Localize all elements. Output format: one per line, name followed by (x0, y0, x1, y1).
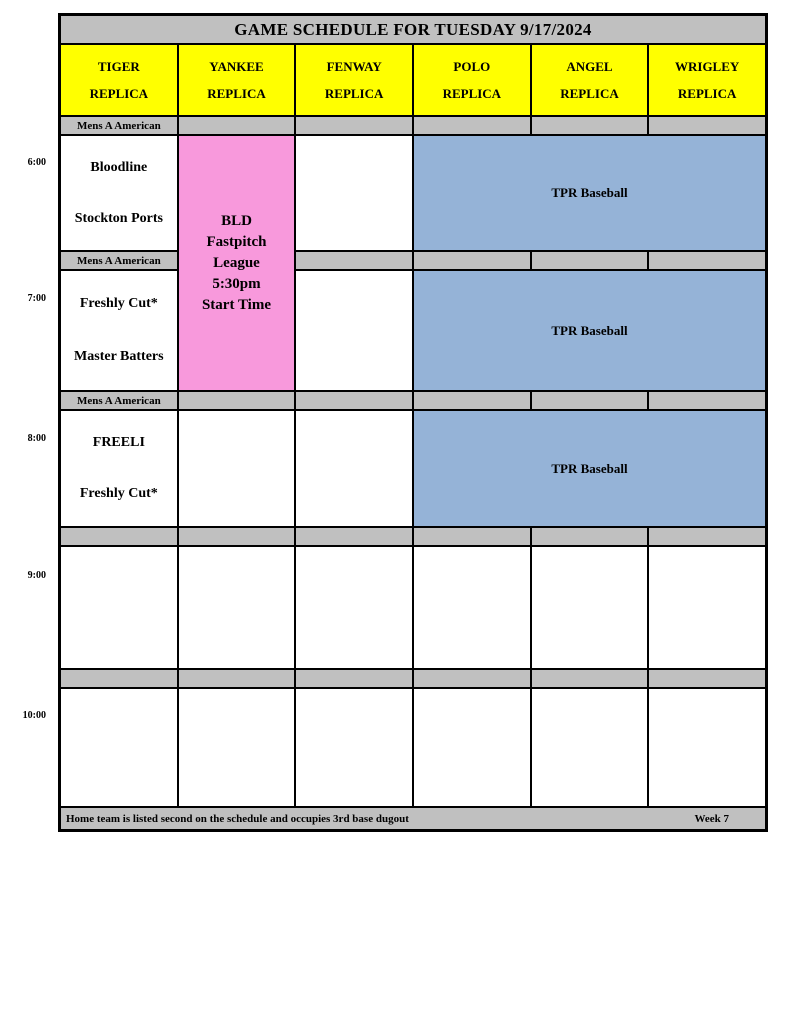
field-name: ANGEL (566, 58, 613, 74)
field-type: REPLICA (207, 85, 266, 101)
cell-fenway-600 (296, 136, 412, 250)
division-band-polo-700 (414, 252, 530, 269)
field-type: REPLICA (560, 85, 619, 101)
separator-band-fenway-1000 (296, 670, 412, 687)
cell-tiger-800 (61, 411, 177, 526)
cell-wrigley-1000 (649, 689, 765, 806)
time-label-800: 8:00 (27, 433, 46, 444)
division-band-angel-800 (532, 392, 648, 409)
cell-fenway-900 (296, 547, 412, 668)
field-name: POLO (453, 58, 491, 74)
time-label-700: 7:00 (27, 293, 46, 304)
separator-band-tiger-1000 (61, 670, 177, 687)
cell-yankee-bld-fastpitch-event (179, 136, 295, 390)
cell-angel-900 (532, 547, 648, 668)
away-team: Freshly Cut* (79, 295, 158, 311)
footer-week: Week 7 (694, 812, 729, 825)
cell-tiger-700 (61, 271, 177, 390)
home-team: Freshly Cut* (79, 486, 158, 502)
cell-tiger-900 (61, 547, 177, 668)
separator-band-angel-1000 (532, 670, 648, 687)
time-label-900: 9:00 (27, 570, 46, 581)
cell-yankee-1000 (179, 689, 295, 806)
cell-yankee-900 (179, 547, 295, 668)
field-type: REPLICA (324, 85, 384, 101)
schedule-title: GAME SCHEDULE FOR TUESDAY 9/17/2024 (61, 16, 765, 43)
away-team: FREELI (92, 434, 145, 450)
cell-wrigley-900 (649, 547, 765, 668)
division-band-tiger-600: Mens A American (61, 117, 177, 134)
cell-polo-1000 (414, 689, 530, 806)
cell-tpr-baseball-700: TPR Baseball (414, 271, 765, 390)
time-label-600: 6:00 (27, 157, 46, 168)
field-name: YANKEE (209, 58, 264, 74)
division-band-fenway-800 (296, 392, 412, 409)
cell-fenway-800 (296, 411, 412, 526)
home-team: Stockton Ports (74, 210, 163, 226)
field-type: REPLICA (89, 85, 149, 101)
separator-band-wrigley-900 (649, 528, 765, 545)
cell-polo-900 (414, 547, 530, 668)
cell-fenway-1000 (296, 689, 412, 806)
footer-band (61, 808, 765, 829)
field-type: REPLICA (677, 85, 737, 101)
event-line: BLD (221, 212, 252, 229)
division-band-wrigley-800 (649, 392, 765, 409)
footer-note: Home team is listed second on the schedule and occupies 3rd base dugout (66, 812, 409, 825)
event-line: Start Time (201, 296, 271, 313)
division-band-angel-700 (532, 252, 648, 269)
field-header-fenway (296, 45, 412, 115)
separator-band-fenway-900 (296, 528, 412, 545)
separator-band-tiger-900 (61, 528, 177, 545)
division-band-polo-800 (414, 392, 530, 409)
division-band-fenway-600 (296, 117, 412, 134)
division-band-polo-600 (414, 117, 530, 134)
division-band-fenway-700 (296, 252, 412, 269)
division-band-wrigley-700 (649, 252, 765, 269)
cell-yankee-800 (179, 411, 295, 526)
field-header-yankee (179, 45, 295, 115)
cell-tpr-baseball-800: TPR Baseball (414, 411, 765, 526)
cell-tiger-1000 (61, 689, 177, 806)
division-band-yankee-600 (179, 117, 295, 134)
division-band-angel-600 (532, 117, 648, 134)
field-header-tiger (61, 45, 177, 115)
separator-band-polo-900 (414, 528, 530, 545)
cell-angel-1000 (532, 689, 648, 806)
event-line: Fastpitch (206, 233, 267, 250)
field-header-wrigley (649, 45, 765, 115)
separator-band-angel-900 (532, 528, 648, 545)
separator-band-yankee-1000 (179, 670, 295, 687)
division-band-wrigley-600 (649, 117, 765, 134)
away-team: Bloodline (90, 159, 148, 175)
cell-tiger-600 (61, 136, 177, 250)
field-header-polo (414, 45, 530, 115)
division-band-tiger-700: Mens A American (61, 252, 177, 269)
separator-band-yankee-900 (179, 528, 295, 545)
field-name: FENWAY (326, 58, 382, 74)
field-name: WRIGLEY (675, 58, 740, 74)
game-schedule-table (58, 13, 768, 832)
time-label-1000: 10:00 (22, 710, 46, 721)
cell-fenway-700 (296, 271, 412, 390)
cell-tpr-baseball-600: TPR Baseball (414, 136, 765, 250)
separator-band-wrigley-1000 (649, 670, 765, 687)
field-name: TIGER (97, 58, 140, 74)
field-type: REPLICA (442, 85, 502, 101)
event-line: 5:30pm (212, 275, 261, 292)
division-band-tiger-800: Mens A American (61, 392, 177, 409)
separator-band-polo-1000 (414, 670, 530, 687)
event-line: League (213, 254, 260, 271)
field-header-angel (532, 45, 648, 115)
division-band-yankee-800 (179, 392, 295, 409)
home-team: Master Batters (74, 349, 164, 365)
